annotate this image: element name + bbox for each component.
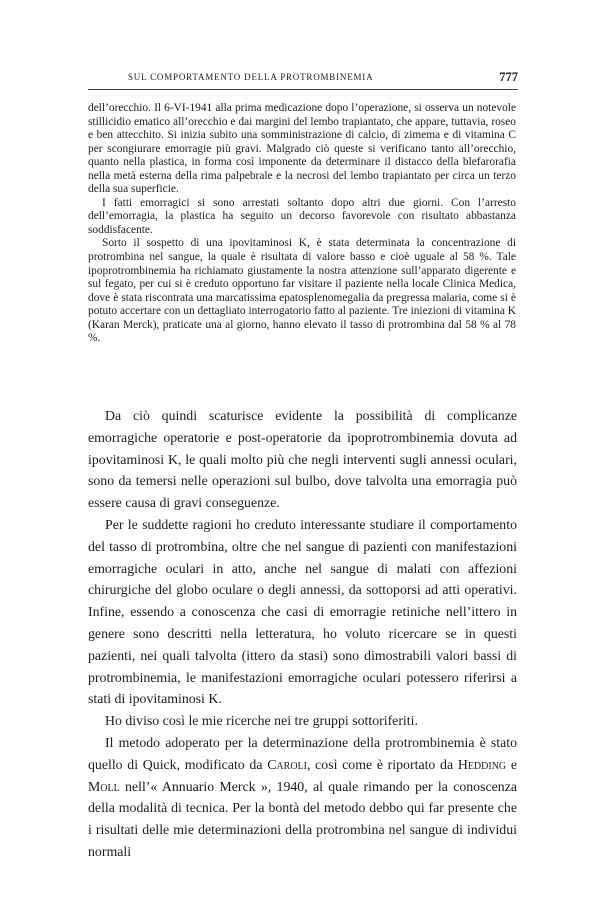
- method-text: Il metodo adoperato per la determinazione della protrombinemia è stato quello di Quick, modificato da: [88, 734, 517, 772]
- author-name: Hedding: [457, 756, 507, 772]
- case-report-block: [88, 102, 516, 346]
- method-text: nell’« Annuario Merck », 1940, al quale rimando per la conoscenza della modalità di tecnica. Per la bontà del metodo debbo qui far presente che i risultati delle mie determinazioni della protrombina nel sangue di individui normali: [88, 778, 517, 859]
- author-name: Caroli: [267, 756, 307, 772]
- method-paragraph: [88, 732, 517, 863]
- body-paragraph: Da ciò quindi scaturisce evidente la possibilità di complicanze emorragiche operatorie e post-operatorie da ipoprotrombinemia dovuta ad ipovitaminosi K, le quali molto più che negli interventi sugli annessi oculari, sono da temersi nelle operazioni sul bulbo, dove talvolta una emorragia può essere causa di gravi conseguenze.: [88, 408, 517, 511]
- case-paragraph: Sorto il sospetto di una ipovitaminosi K, è stata determinata la concentrazione di protrombina nel sangue, la quale è risultata di valore basso e cioè uguale al 58 %. Tale ipoprotrombinemia ha richiamato giustamente la nostra attenzione sull’apparato digerente e sul fegato, per cui si è creduto opportuno far visitare il paziente nella locale Clinica Medica, dove è stata riscontrata una marcatissima epatosplenomegalia da pregressa malaria, come si è potuto accertare con un dettagliato interrogatorio fatto al paziente. Tre iniezioni di vitamina K (Karan Merck), praticate una al giorno, hanno elevato il tasso di protrombina dal 58 % al 78 %.: [88, 237, 516, 345]
- author-name: Moll: [88, 778, 120, 794]
- body-paragraph: Per le suddette ragioni ho creduto interessante studiare il comportamento del tasso di protrombina, oltre che nel sangue di pazienti con manifestazioni emorragiche oculari in atto, anche nel sangue di malati con affezioni chirurgiche del globo oculare o degli annessi, da sottoporsi ad atti operativi. Infine, essendo a conoscenza che casi di emorragie retiniche nell’ittero in genere sono descritti nella letteratura, ho voluto ricercare se in questi pazienti, nei quali talvolta (ittero da stasi) sono dimostrabili valori bassi di protrombinemia, le manifestazioni emorragiche oculari potessero riferirsi a stati di ipovitaminosi K.: [88, 516, 517, 707]
- method-text: e: [506, 756, 517, 772]
- body-paragraph: Ho diviso così le mie ricerche nei tre gruppi sottoriferiti.: [105, 713, 418, 729]
- header-rule: [88, 89, 518, 90]
- page-header: [88, 70, 518, 88]
- body-text: [88, 405, 517, 863]
- case-paragraph: dell’orecchio. Il 6-VI-1941 alla prima medicazione dopo l’operazione, si osserva un notevole stillicidio ematico all’orecchio e dai margini del lembo trapiantato, che appare, tuttavia, roseo e ben attecchito. Si inizia subito una somministrazione di calcio, di zimema e di vitamina C per scongiurare emorragie più gravi. Malgrado ciò queste si verificano tanto all’orecchio, quanto nella plastica, in forma così imponente da determinare il distacco della blefarorafia nella metà esterna della rima palpebrale e la necrosi del lembo trapiantato per circa un terzo della sua superficie.: [88, 102, 516, 196]
- page-number: 777: [499, 70, 518, 84]
- method-text: , così come è riportato da: [307, 756, 458, 772]
- running-title: SUL COMPORTAMENTO DELLA PROTROMBINEMIA: [128, 72, 374, 82]
- case-paragraph: I fatti emorragici si sono arrestati soltanto dopo altri due giorni. Con l’arresto dell’emorragia, la plastica ha seguito un decorso favorevole con risultato abbastanza soddisfacente.: [88, 196, 516, 236]
